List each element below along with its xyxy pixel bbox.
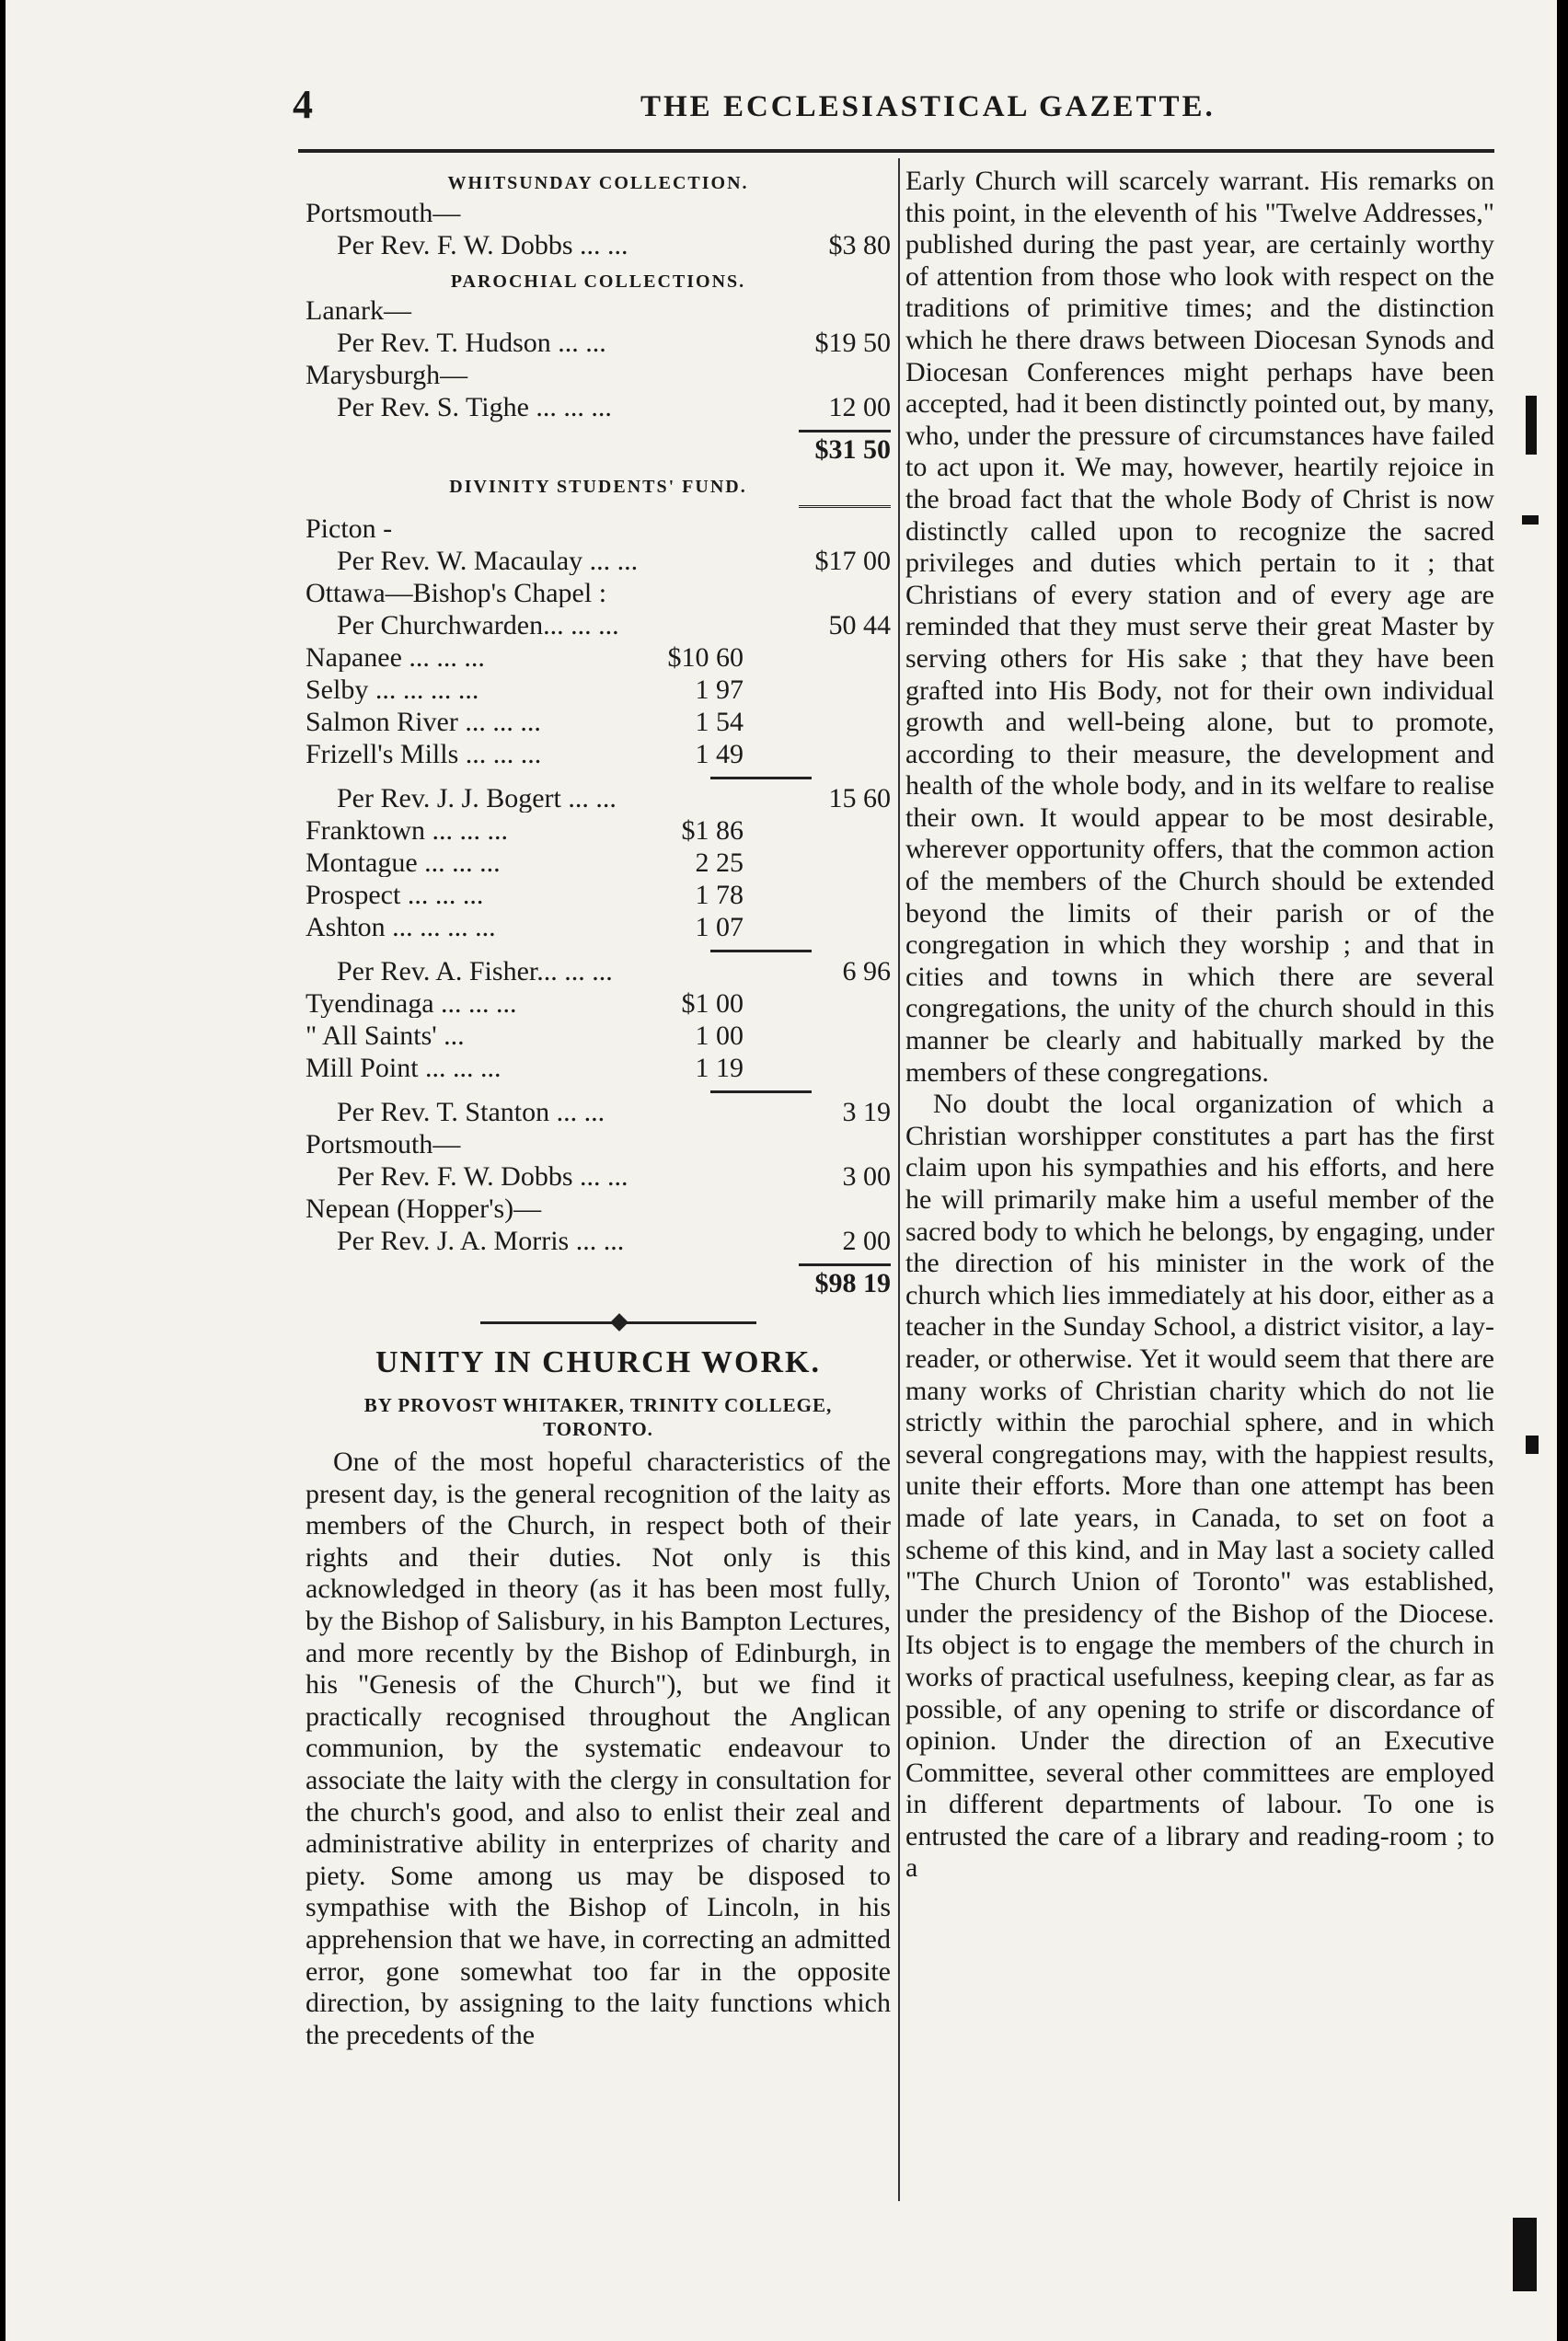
running-title: THE ECCLESIASTICAL GAZETTE.	[640, 90, 1216, 123]
ledger-subrow: Selby ... ... ... ... 1 97	[306, 674, 744, 705]
scan-mark	[1526, 396, 1537, 455]
right-column	[905, 166, 1494, 1885]
ledger-row: Per Rev. J. A. Morris ... ... 2 00	[337, 1225, 891, 1256]
ledger-row: Per Rev. S. Tighe ... ... ... 12 00	[337, 392, 891, 422]
section-heading: WHITSUNDAY COLLECTION.	[447, 173, 749, 193]
ledger-subrow: Salmon River ... ... ... 1 54	[306, 706, 744, 737]
ornament-rule	[306, 1312, 891, 1332]
ledger-subrow: Franktown ... ... ... $1 86	[306, 814, 744, 846]
article-body-left	[306, 1447, 891, 2051]
ledger-row: Per Rev. F. W. Dobbs ... ... 3 00	[337, 1160, 891, 1192]
double-rule	[799, 505, 891, 512]
ledger-row: Ottawa—Bishop's Chapel :	[306, 579, 607, 607]
scan-mark	[1526, 1436, 1539, 1454]
ledger-row: Marysburgh—	[306, 362, 468, 390]
total-amount: $31 50	[814, 434, 891, 465]
ledger-row: Per Rev. T. Stanton ... ... 3 19	[337, 1096, 891, 1127]
scan-mark	[1513, 2218, 1537, 2291]
ledger-row: Picton -	[306, 514, 393, 543]
ledger-subrow: Frizell's Mills ... ... ... 1 49	[306, 738, 744, 769]
ledger-row: Portsmouth—	[306, 1130, 461, 1159]
paragraph: One of the most hopeful characteristics of the present day, is the general recognition of the laity as members of the Church, in respect both of their rights and their duties. Not only is this acknowledged in theory (as it has been most fully, by the Bishop of Salisbury, in his Bampton Lectures, and more recently by the Bishop of Edinburgh, in his "Genesis of the Church"), but we find it practically recognised throughout the Anglican communion, by the systematic endeavour to associate the laity with the clergy in consultation for the church's good, and also to enlist their zeal and administrative ability in enterprizes of charity and piety. Some among us may be disposed to sympathise with the Bishop of Lincoln, in his apprehension that we have, in correcting an admitted error, gone somewhat too far in the opposite direction, by assigning to the laity functions which the precedents of the	[306, 1447, 891, 2050]
ledger-row: Per Rev. A. Fisher... ... ... 6 96	[337, 955, 891, 986]
paragraph: Early Church will scarcely warrant. His remarks on this point, in the eleventh of his "Twelve Addresses," published during the past year, are certainly worthy of attention from those who look with respect on the traditions of primitive times; and the distinction which he there draws between Diocesan Synods and Diocesan Conferences might perhaps have been accepted, had it been distinctly pointed out, by many, who, under the pressure of circumstances have failed to act upon it. We may, however, heartily rejoice in the broad fact that the whole Body of Christ is now distinctly called upon to recognize the sacred privileges and duties which pertain to it ; that Christians of every station and of every age are reminded that they must serve their great Master by serving others for His sake ; that they have been grafted into His Body, not for their own individual growth and well-being alone, but to promote, according to their measure, the development and health of the whole body, and in its welfare to realise their own. It would appear to be most desirable, wherever opportunity offers, that the common action of the members of the Church should be extended beyond the limits of their parish or of the congregation in which they worship ; and that in cities and towns in which there are several congregations, the unity of the church should in this manner be clearly and habitually marked by the members of these congregations.	[905, 166, 1494, 1088]
ledger-row: Per Churchwarden... ... ... 50 44	[337, 609, 891, 640]
total-rule	[799, 1263, 891, 1266]
ledger-row: Per Rev. T. Hudson ... ... $19 50	[337, 328, 891, 358]
ledger-subrow: Montague ... ... ... 2 25	[306, 847, 744, 878]
ledger-subrow: Napanee ... ... ... $10 60	[306, 641, 744, 673]
ledger-row: Nepean (Hopper's)—	[306, 1194, 542, 1223]
ledger-row: Lanark—	[306, 297, 411, 326]
page-number: 4	[293, 82, 313, 127]
left-column	[306, 166, 891, 2051]
ledger-row: Per Rev. J. J. Bogert ... ... 15 60	[337, 782, 891, 813]
ledger-subrow: Ashton ... ... ... ... 1 07	[306, 911, 744, 942]
ledger-row: Per Rev. W. Macaulay ... ... $17 00	[337, 545, 891, 576]
ledger-subrow: Prospect ... ... ... 1 78	[306, 879, 744, 910]
byline: BY PROVOST WHITAKER, TRINITY COLLEGE, TORONTO.	[363, 1394, 833, 1440]
section-heading: PAROCHIAL COLLECTIONS.	[450, 271, 746, 292]
ledger-subrow: Mill Point ... ... ... 1 19	[306, 1052, 744, 1083]
ledger-subrow: " All Saints' ... 1 00	[306, 1020, 744, 1051]
subtotal-rule	[710, 1090, 812, 1093]
scan-mark	[1522, 515, 1539, 525]
subtotal-rule	[710, 777, 812, 779]
article-body-right	[905, 166, 1494, 1885]
section-heading: DIVINITY STUDENTS' FUND.	[449, 477, 747, 497]
column-rule	[898, 158, 900, 2201]
ledger-row: Portsmouth—	[306, 199, 461, 227]
header-rule	[298, 149, 1494, 153]
newspaper-page	[6, 0, 1557, 2341]
total-rule	[799, 430, 891, 432]
page-header	[6, 81, 1557, 136]
paragraph: No doubt the local organization of which a Christian worshipper constitutes a part has the first claim upon his sympathies and his efforts, and here he will primarily make him a useful member of the sacred body to which he belongs, by engaging, under the direction of his minister in the work of the church which lies immediately at his door, either as a teacher in the Sunday School, a district visitor, a lay-reader, or otherwise. Yet it would seem that there are many works of Christian charity which do not lie strictly within the parochial sphere, and in which several congregations may, with the happiest results, unite their efforts. More than one attempt has been made of late years, in Canada, to set on foot a scheme of this kind, and in May last a society called "The Church Union of Toronto" was established, under the presidency of the Bishop of the Diocese. Its object is to engage the members of the church in works of practical usefulness, keeping clear, as far as possible, of any opening to strife or discordance of opinion. Under the direction of an Executive Committee, several other committees are employed in different departments of labour. To one is entrusted the care of a library and reading-room ; to a	[905, 1089, 1494, 1884]
subtotal-rule	[710, 950, 812, 952]
ledger-row: Per Rev. F. W. Dobbs ... ... $3 80	[337, 229, 891, 260]
article-title: UNITY IN CHURCH WORK.	[375, 1344, 822, 1379]
total-amount: $98 19	[814, 1267, 891, 1298]
ledger-subrow: Tyendinaga ... ... ... $1 00	[306, 987, 744, 1019]
